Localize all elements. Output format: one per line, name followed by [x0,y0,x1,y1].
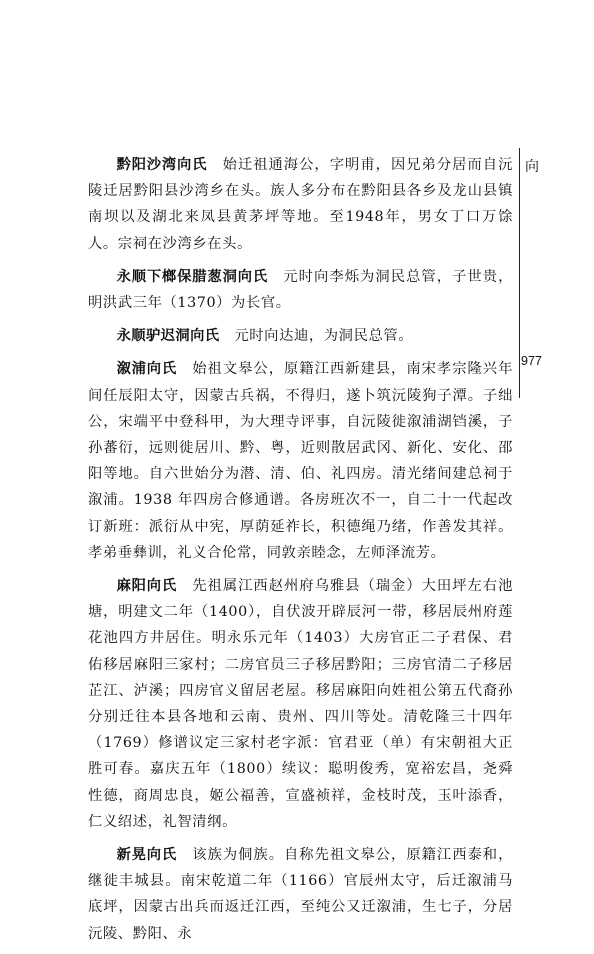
entry-heading: 永顺驴迟洞向氏 [116,328,220,345]
main-text [88,152,513,954]
entry-yongshun-xialangbao [88,264,513,316]
entry-mayang [88,573,513,835]
entry-xinhuang [88,842,513,947]
entry-text: 始祖文皋公，原籍江西新建县，南宋孝宗隆兴年间任辰阳太守，因蒙古兵祸，不得归，遂卜筑沅陵狗子潭。子绌公，宋端平中登科甲，为大理寺评事，自沅陵徙溆浦湖铛溪，子孙蕃衍，远则徙居川、黔、粤，近则散居武冈、新化、安化、邵阳等地。自六世始分为潜、清、伯、礼四房。清光绪间建总祠于溆浦。1938 年四房合修通谱。各房班次不一，自二十一代起改订新班：派衍从中宪，厚荫延祚长，积德绳乃绪，作善发其祥。孝弟垂彝训，礼义合伦常，同敦亲睦念，左师泽流芳。 [88,361,513,561]
entry-qianyang-shawan [88,152,513,257]
entry-text: 元时向达迪，为洞民总管。 [234,328,414,345]
entry-text: 始迁祖通海公，字明甫，因兄弟分居而自沅陵迁居黔阳县沙湾乡在头。族人多分布在黔阳县各乡及龙山县镇南坝以及湖北来凤县黄茅坪等地。至1948年，男女丁口万馀人。宗祠在沙湾乡在头。 [88,157,513,252]
entry-yongshun-luchi [88,323,513,349]
entry-heading: 溆浦向氏 [116,361,177,378]
page-number: 977 [521,354,542,368]
entry-text: 先祖属江西赵州府乌雅县（瑞金）大田坪左右池塘，明建文二年（1400），自伏波开辟辰河一带，移居辰州府莲花池四方井居住。明永乐元年（1403）大房官正二子君保、君佑移居麻阳三家村；二房官员三子移居黔阳；三房官清二子移居芷江、泸溪；四房官义留居老屋。移居麻阳向姓祖公第五代裔孙分别迁往本县各地和云南、贵州、四川等处。清乾隆三十四年（1769）修谱议定三家村老字派：官君亚（单）有宋朝祖大正胜可春。嘉庆五年（1800）续议：聪明俊秀，宽裕宏昌，尧舜性德，商周忠良，姬公福善，宣盛祯祥，金枝时茂，玉叶添香，仁义绍述，礼智清纲。 [88,578,513,830]
entry-heading: 新晃向氏 [116,847,177,864]
section-header-char: 向 [525,159,539,175]
entry-text: 该族为侗族。自称先祖文皋公，原籍江西泰和，继徙丰城县。南宋乾道二年（1166）官辰州太守，后迁溆浦马底坪，因蒙古出兵而返迁江西，至纯公又迁溆浦，生七子，分居沅陵、黔阳、永 [88,847,513,942]
entry-heading: 永顺下榔保腊葱洞向氏 [116,268,268,285]
entry-heading: 黔阳沙湾向氏 [116,157,208,173]
entry-heading: 麻阳向氏 [116,578,177,595]
entry-text: 元时向李烁为洞民总管，子世贵，明洪武三年（1370）为长官。 [88,268,513,312]
margin-rule [519,148,520,398]
entry-xupu [88,356,513,566]
